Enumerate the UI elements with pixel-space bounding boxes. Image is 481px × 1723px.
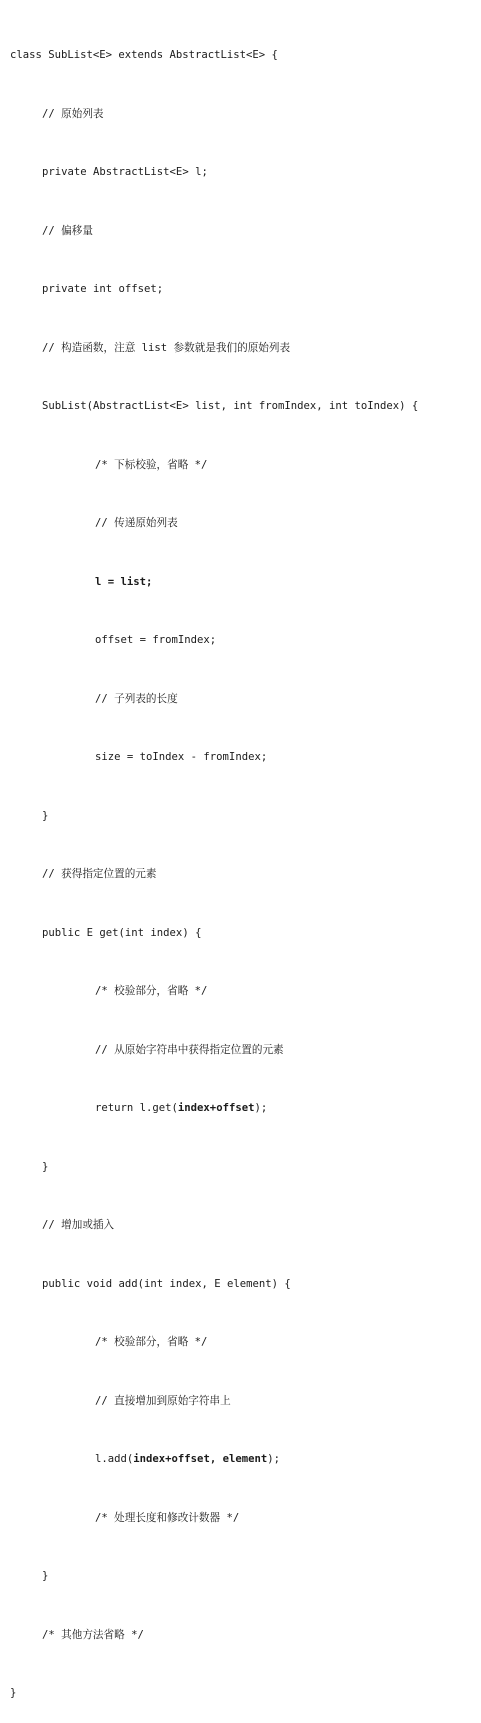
code-line	[10, 1684, 476, 1704]
comment: // 子列表的长度	[95, 692, 178, 705]
code-line	[10, 631, 476, 651]
comment: // 获得指定位置的元素	[42, 868, 157, 880]
code-line	[10, 397, 476, 417]
code-listing	[10, 7, 476, 1723]
code-text: );	[267, 1453, 280, 1465]
code-line	[10, 1626, 476, 1646]
code-text: SubList(AbstractList<E> list, int fromIndex, int toIndex) {	[42, 400, 419, 412]
code-text: }	[42, 1570, 49, 1582]
comment: // 原始列表	[42, 107, 104, 120]
code-line	[10, 1158, 476, 1178]
code-text: }	[10, 1687, 17, 1699]
code-line	[10, 748, 476, 768]
code-text: l.add(	[95, 1453, 134, 1465]
code-line	[10, 514, 476, 534]
code-line	[10, 222, 476, 242]
comment: // 构造函数，注意 list 参数就是我们的原始列表	[42, 341, 291, 354]
comment: // 传递原始列表	[95, 517, 178, 529]
comment: /* 下标校验，省略 */	[95, 458, 208, 471]
comment: /* 其他方法省略 */	[42, 1628, 144, 1641]
comment: // 从原始字符串中获得指定位置的元素	[95, 1043, 284, 1056]
code-line	[10, 924, 476, 944]
comment: // 增加或插入	[42, 1219, 115, 1231]
code-line	[10, 1392, 476, 1412]
code-line	[10, 1275, 476, 1295]
code-line	[10, 456, 476, 476]
comment: /* 处理长度和修改计数器 */	[95, 1511, 240, 1524]
code-text: l = list;	[95, 575, 153, 588]
code-line	[10, 1216, 476, 1236]
code-line	[10, 280, 476, 300]
code-text-bold: index+offset, element	[133, 1453, 268, 1465]
code-line	[10, 982, 476, 1002]
code-line	[10, 1041, 476, 1061]
code-line	[10, 1567, 476, 1587]
code-text: class SubList<E> extends AbstractList<E> {	[10, 49, 278, 61]
code-line	[10, 105, 476, 125]
code-text: private AbstractList<E> l;	[42, 166, 208, 178]
code-line	[10, 865, 476, 885]
comment: /* 校验部分，省略 */	[95, 985, 208, 997]
code-line	[10, 573, 476, 593]
code-line	[10, 46, 476, 66]
code-text: }	[42, 1160, 49, 1173]
code-line	[10, 1099, 476, 1119]
code-text-bold: index+offset	[177, 1102, 255, 1114]
code-line	[10, 163, 476, 183]
code-line	[10, 690, 476, 710]
comment: // 偏移量	[42, 224, 93, 237]
code-line	[10, 1509, 476, 1529]
comment: /* 校验部分，省略 */	[95, 1336, 208, 1348]
code-text: return l.get(	[95, 1102, 178, 1114]
code-text: }	[42, 809, 49, 822]
code-text: );	[254, 1102, 268, 1114]
code-line	[10, 1333, 476, 1353]
code-text: offset = fromIndex;	[95, 634, 217, 646]
comment: // 直接增加到原始字符串上	[95, 1394, 231, 1407]
code-line	[10, 339, 476, 359]
code-text: public void add(int index, E element) {	[42, 1277, 291, 1290]
code-line	[10, 807, 476, 827]
code-text: size = toIndex - fromIndex;	[95, 751, 268, 763]
code-line	[10, 1450, 476, 1470]
code-text: public E get(int index) {	[42, 926, 202, 939]
code-text: private int offset;	[42, 283, 164, 295]
